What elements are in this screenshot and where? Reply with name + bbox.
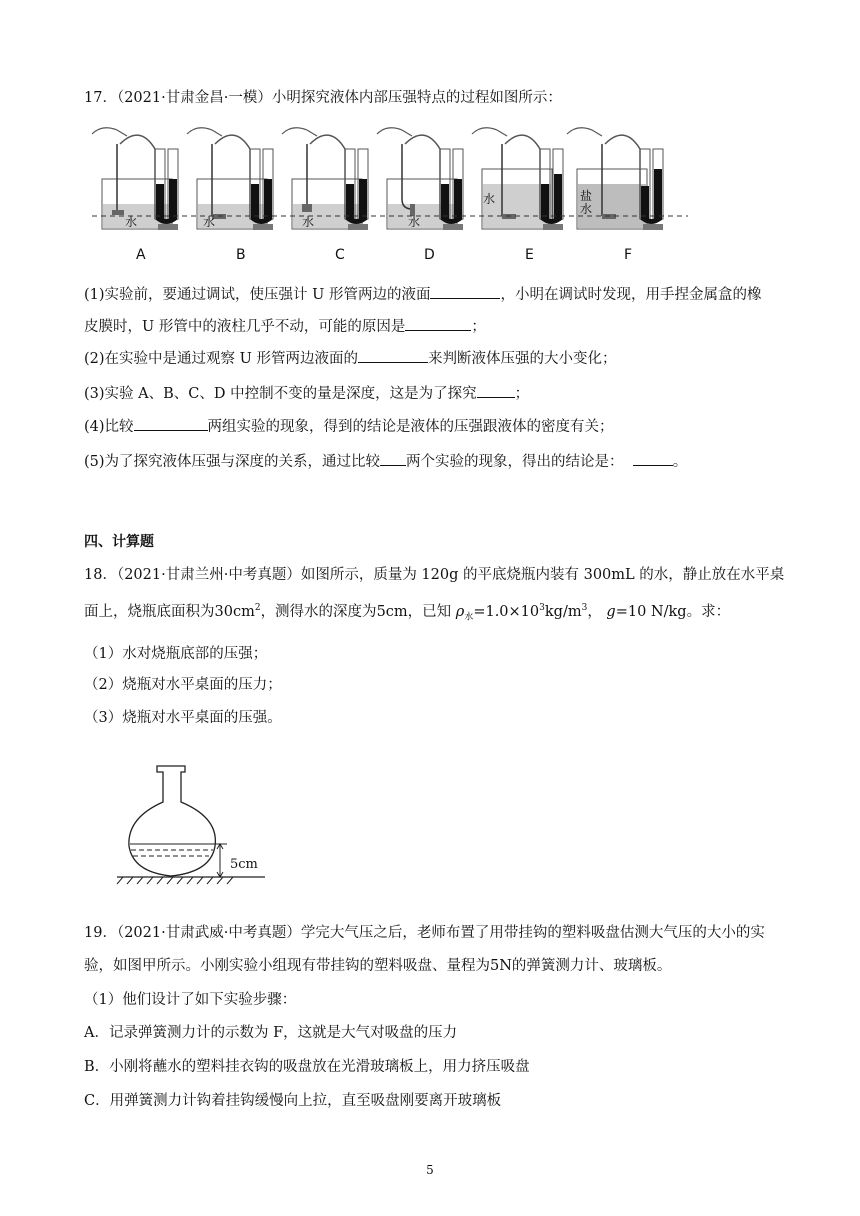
flask-depth-label: 5cm [230,857,258,872]
answer-blank[interactable] [134,416,208,431]
section-heading: 四、计算题 [84,534,154,550]
q18-subq3: （3）烧瓶对水平桌面的压强。 [84,710,282,726]
q17-part1-line2: 皮膜时，U 形管中的液柱几乎不动，可能的原因是 ； [84,316,784,337]
beaker-text-e: 水 [483,192,496,206]
beaker-text-c: 水 [302,215,315,229]
q19-line1: 19．（2021·甘肃武威·中考真题）学完大气压之后，老师布置了用带挂钩的塑料吸盘估测大气压的大小的实 [84,925,765,941]
q17-title: 17．（2021·甘肃金昌·一模）小明探究液体内部压强特点的过程如图所示： [84,90,562,106]
beaker-text-b: 水 [203,215,216,229]
beaker-text-a: 水 [125,215,138,229]
figure-label-f: F [624,247,633,263]
q17-part3: (3)实验 A、B、C、D 中控制不变的量是深度，这是为了探究 ； [84,383,784,404]
figure-label-d: D [424,247,435,263]
u-tube-experiment-figure [92,124,692,274]
beaker-text-f: 盐水 [580,189,593,216]
figure-label-c: C [335,247,345,263]
q18-line2: 面上，烧瓶底面积为$30cm^2$，测得水的深度为5cm，已知 $\rho_水=1.0\times 10^3kg/m^3$， g=10 N/kg。求： [84,603,731,623]
answer-blank[interactable] [477,383,515,398]
answer-blank[interactable] [430,284,500,299]
answer-blank[interactable] [358,348,428,363]
beaker-text-d: 水 [408,215,421,229]
q17-part1-line1: (1)实验前，要通过调试，使压强计 U 形管两边的液面 ，小明在调试时发现，用手捏金属盒的橡 [84,284,784,305]
q19-line2: 验，如图甲所示。小刚实验小组现有带挂钩的塑料吸盘、量程为5N的弹簧测力计、玻璃板。 [84,958,672,974]
q18-subq2: （2）烧瓶对水平桌面的压力； [84,677,282,693]
page-number: 5 [426,1163,434,1177]
q18-line1: 18．（2021·甘肃兰州·中考真题）如图所示，质量为 120g 的平底烧瓶内装有 300mL 的水，静止放在水平桌 [84,567,785,583]
answer-blank[interactable] [405,316,471,331]
q19-step-c: C．用弹簧测力计钩着挂钩缓慢向上拉，直至吸盘刚要离开玻璃板 [84,1093,502,1109]
answer-blank[interactable] [380,451,406,466]
figure-label-e: E [525,247,534,263]
q19-step-b: B．小刚将蘸水的塑料挂衣钩的吸盘放在光滑玻璃板上，用力挤压吸盘 [84,1059,530,1075]
figure-label-a: A [136,247,146,263]
q19-subq1: （1）他们设计了如下实验步骤： [84,992,297,1008]
q17-part4: (4)比较 两组实验的现象，得到的结论是液体的压强跟液体的密度有关； [84,416,784,437]
q17-part2: (2)在实验中是通过观察 U 形管两边液面的 来判断液体压强的大小变化； [84,348,784,369]
q17-part5: (5)为了探究液体压强与深度的关系，通过比较 两个实验的现象，得出的结论是： 。 [84,451,784,472]
q18-subq1: （1）水对烧瓶底部的压强； [84,646,268,662]
figure-label-b: B [236,247,246,263]
answer-blank[interactable] [633,451,673,466]
q19-step-a: A．记录弹簧测力计的示数为 F，这就是大气对吸盘的压力 [84,1025,458,1041]
